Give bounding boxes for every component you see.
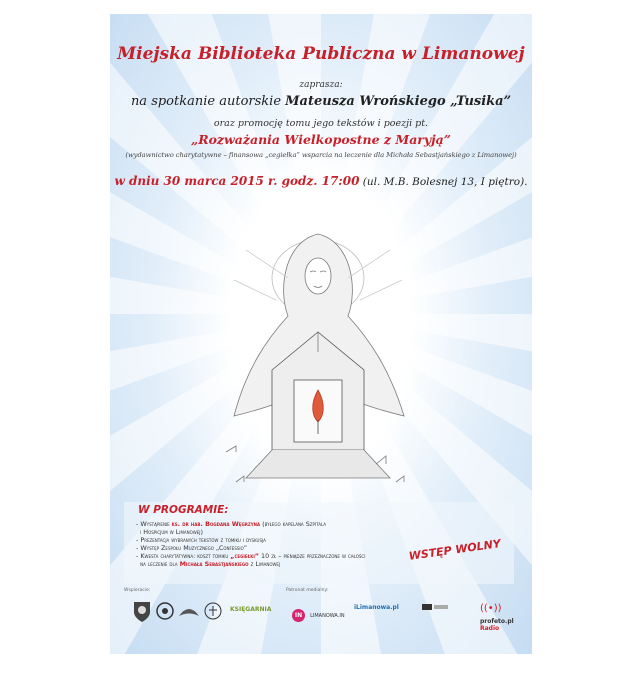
ilimanowa-logo: iLimanowa.pl [354,604,399,611]
limanowa-in-text: LIMANOWA.IN [310,613,345,619]
profeto-logo: profeto.pl [480,618,514,625]
support-label: Wspieracie: [124,588,151,593]
radio-logo [480,596,524,634]
free-entry-stamp: WSTĘP WOLNY [408,537,502,563]
program-item [136,552,436,560]
event-date-line [110,174,532,188]
in-badge-icon: IN [292,609,305,622]
program-item1-name: ks. dr hab. Bogdana Węgrzyna [171,520,261,528]
program-item [136,520,436,528]
program-item1-suffix: (byłego kapelana Szpitala [260,520,327,528]
program-heading: W PROGRAMIE: [138,504,229,516]
wing-logo-icon [178,602,200,620]
event-date: w dniu 30 marca 2015 r. godz. 17:00 [114,174,360,188]
program-item4-line2-name: Michała Sebastjańskiego [179,560,249,568]
radio-text: Radio [480,625,500,632]
crest-logo-icon [132,600,152,624]
program-item: - Występ Zespołu Muzycznego „Confessio” [136,544,248,552]
program-item4-prefix: - Kwesta charytatywna: koszt tomiku [136,552,231,560]
program-list [136,520,436,568]
library-title: Miejska Biblioteka Publiczna w Limanowej [117,44,525,64]
program-item: - Prezentacja wybranych tekstów z tomiku i dyskusja [136,536,266,544]
poster [110,14,532,654]
bookstore-logo: KSIĘGARNIA [230,606,272,613]
media-patronage-label: Patronat medialny: [286,588,329,593]
promo-line: oraz promocję tomu jego tekstów i poezji pt. [213,118,429,129]
figure-logo-icon [204,602,222,620]
program-item4-suffix: 10 zł – pieniądze przeznaczone w całości [259,552,366,560]
sponsor-logos [124,594,524,636]
madonna-illustration [206,220,436,495]
publisher-note: (wydawnictwo charytatywne – finansowa „cegiełka” wsparcia na leczenie dla Michała Sebastjańskiego z Limanowej) [125,151,517,159]
invites-text: zaprasza: [299,80,343,90]
program-item [136,528,436,536]
program-item4-line2-suffix: z Limanowej [248,560,281,568]
radio-waves-icon: ((•)) [480,603,502,614]
circle-logo-icon [156,602,174,620]
meeting-line [110,94,532,109]
book-title: „Rozważania Wielkopostne z Maryją” [191,132,451,147]
limanowa-in-logo [292,602,345,622]
program-item4-line2-prefix: na leczenie dla [140,560,180,568]
meeting-prefix: na spotkanie autorskie [130,94,286,109]
author-name: Mateusza Wrońskiego „Tusika” [285,94,512,109]
program-item1-line2: i Hospicjum w Limanowej) [140,528,203,536]
program-item1-prefix: - Wystąpienie [136,520,172,528]
program-item4-name: „cegiełki” [230,552,260,560]
event-address: (ul. M.B. Bolesnej 13, I piętro). [359,176,528,188]
media-logo-icon [422,602,448,612]
program-item [136,560,436,568]
